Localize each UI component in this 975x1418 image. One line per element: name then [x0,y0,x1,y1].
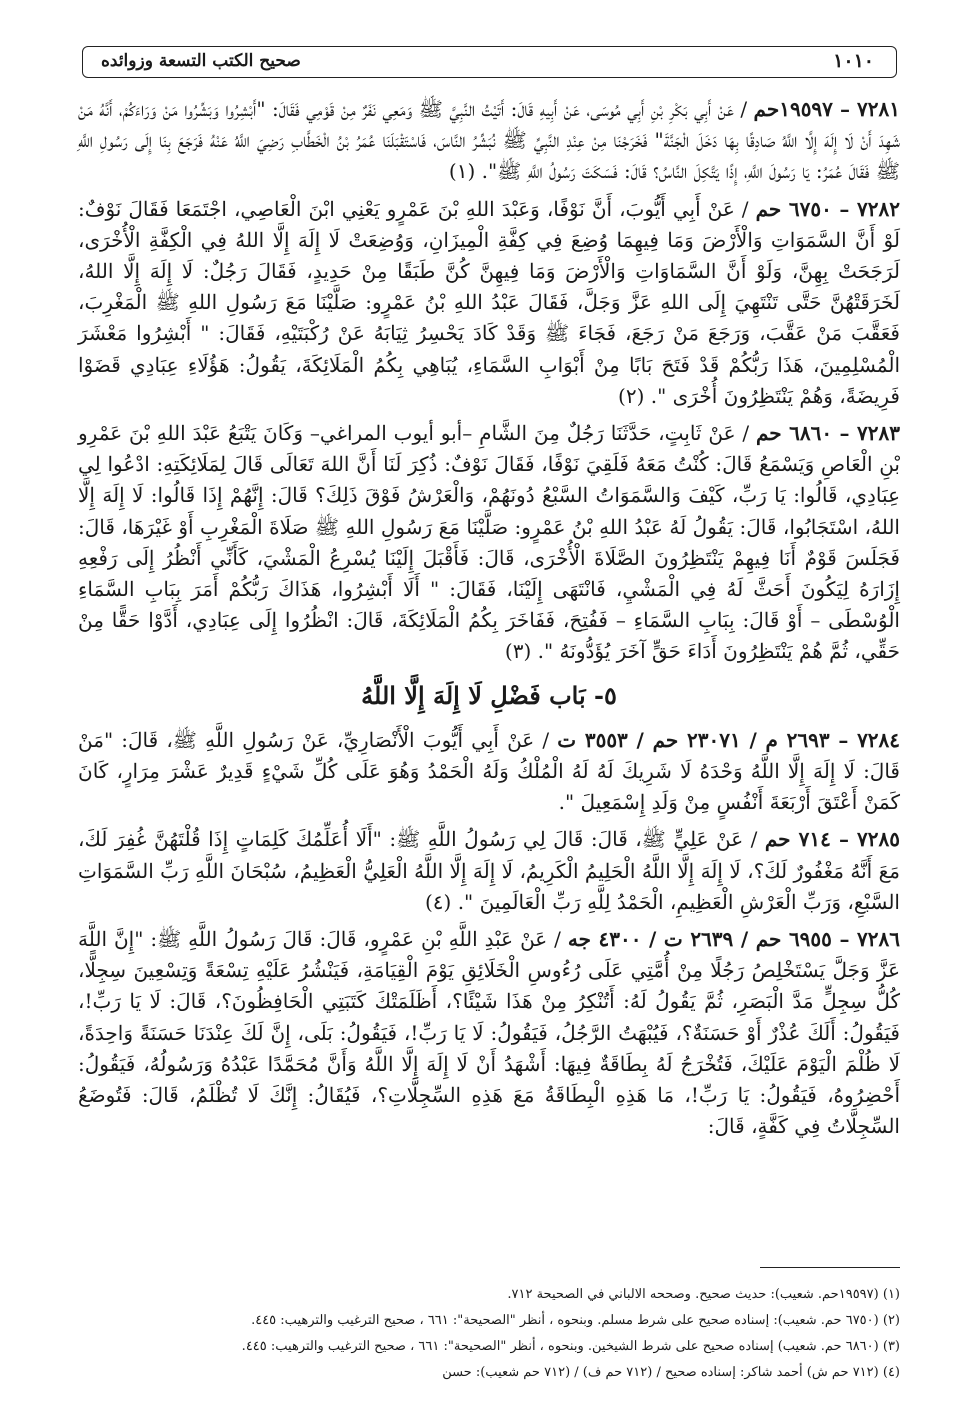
main-text [78,94,900,1149]
hadith-number: ٧٢٨٥ [857,827,901,852]
hadith-number: ٧٢٨٣ [857,421,900,446]
book-title: صحيح الكتب التسعة وزوائده [101,51,301,71]
hadith-entry: ٧٢٨٥ – ٧١٤ حم / عَنْ عَلِيٍّ ﷺ، قَالَ: قَالَ لِي رَسُولُ اللَّهِ ﷺ: "أَلَا أُعَلِّمُكَ كَلِمَاتٍ إِذَا قُلْتَهُنَّ غُفِرَ لَكَ، مَعَ أَنَّهُ مَغْفُورٌ لَكَ؟، لَا إِلَهَ إِلَّا اللَّهُ الْحَلِيمُ الْكَرِيمُ، لَا إِلَهَ إِلَّا اللَّهُ الْعَلِيُّ الْعَظِيمُ، سُبْحَانَ اللَّهِ رَبِّ السَّمَوَاتِ السَّبْعِ، وَرَبِّ الْعَرْشِ الْعَظِيمِ، الْحَمْدُ لِلَّهِ رَبِّ الْعَالَمِينَ ". (٤) [78,827,901,914]
hadith-entry: ٧٢٨١ – ١٩٥٩٧حم / عَنْ أَبِي بَكْرِ بْنِ أَبِي مُوسَى، عَنْ أَبِيهِ قَالَ: أَتَيْتُ النَّبِيَّ ﷺ وَمَعِي نَفَرٌ مِنْ قَوْمِي فَقَالَ: "أَبْشِرُوا وَبَشِّرُوا مَنْ وَرَاءَكُمْ، أَنَّهُ مَنْ شَهِدَ أَنْ لَا إِلَهَ إِلَّا اللَّهُ صَادِقًا بِهَا دَخَلَ الْجَنَّةَ" فَخَرَجْنَا مِنْ عِنْدِ النَّبِيِّ ﷺ نُبَشِّرُ النَّاسَ، فَاسْتَقْبَلَنَا عُمَرُ بْنُ الْخَطَّابِ رَضِيَ اللَّهُ عَنْهُ فَرَجَعَ بِنَا إِلَى رَسُولِ اللَّهِ ﷺ فَقَالَ عُمَرُ: يَا رَسُولَ اللَّهِ، إِذًا يَتَّكِلَ النَّاسُ؟ قَالَ: فَسَكَتَ رَسُولُ اللَّهِ ﷺ". (١) [78,97,900,184]
hadith-entry: ٧٢٨٤ – ٢٦٩٣ م / ٢٣٠٧١ حم / ٣٥٥٣ ت / عَنْ أَبِي أَيُّوبَ الْأَنْصَارِيِّ، عَنْ رَسُولِ اللَّهِ ﷺ، قَالَ: "مَنْ قَالَ: لَا إِلَهَ إِلَّا اللَّهُ وَحْدَهُ لَا شَرِيكَ لَهُ لَهُ الْمُلْكُ وَلَهُ الْحَمْدُ وَهُوَ عَلَى كُلِّ شَيْءٍ قَدِيرٌ عَشْرَ مِرَارٍ، كَانَ كَمَنْ أَعْتَقَ أَرْبَعَةَ أَنْفُسٍ مِنْ وَلَدِ إِسْمَعِيلَ ". [78,727,901,815]
footnote: (١) (١٩٥٩٧حم. شعيب): حديث صحيح. وصححه الالباني في الصحيحة ٧١٢. [507,1287,900,1302]
hadith-text: / عَنْ عَلِيٍّ ﷺ، قَالَ: قَالَ لِي رَسُولُ اللَّهِ ﷺ: "أَلَا أُعَلِّمُكَ كَلِمَاتٍ إِذَا قُلْتَهُنَّ غُفِرَ لَكَ، مَعَ أَنَّهُ مَغْفُورٌ لَكَ؟، لَا إِلَهَ إِلَّا اللَّهُ الْحَلِيمُ الْكَرِيمُ، لَا إِلَهَ إِلَّا اللَّهُ الْعَلِيُّ الْعَظِيمُ، سُبْحَانَ اللَّهِ رَبِّ السَّمَوَاتِ السَّبْعِ، وَرَبِّ الْعَرْشِ الْعَظِيمِ، الْحَمْدُ لِلَّهِ رَبِّ الْعَالَمِينَ ". (٤) [78,827,900,914]
hadith-text: / عَنْ أَبِي بَكْرِ بْنِ أَبِي مُوسَى، عَنْ أَبِيهِ قَالَ: أَتَيْتُ النَّبِيَّ ﷺ وَمَعِي نَفَرٌ مِنْ قَوْمِي فَقَالَ: "أَبْشِرُوا وَبَشِّرُوا مَنْ وَرَاءَكُمْ، أَنَّهُ مَنْ شَهِدَ أَنْ لَا إِلَهَ إِلَّا اللَّهُ صَادِقًا بِهَا دَخَلَ الْجَنَّةَ" فَخَرَجْنَا مِنْ عِنْدِ النَّبِيِّ ﷺ نُبَشِّرُ النَّاسَ، فَاسْتَقْبَلَنَا عُمَرُ بْنُ الْخَطَّابِ رَضِيَ اللَّهُ عَنْهُ فَرَجَعَ بِنَا إِلَى رَسُولِ اللَّهِ ﷺ فَقَالَ عُمَرُ: يَا رَسُولَ اللَّهِ، إِذًا يَتَّكِلَ النَّاسُ؟ قَالَ: فَسَكَتَ رَسُولُ اللَّهِ ﷺ". (١) [78,97,900,184]
footnotes [80,1282,900,1386]
hadith-text: / عَنْ أَبِي أَيُّوبَ، أَنَّ نَوْفًا، وَعَبْدَ اللهِ بْنَ عَمْرٍو يَعْنِي ابْنَ الْعَاصِي، اجْتَمَعَا فَقَالَ نَوْفٌ: لَوْ أَنَّ السَّمَوَاتِ وَالْأَرْضَ وَمَا فِيهِمَا وُضِعَ فِي كِفَّةِ الْمِيزَانِ، وَوُضِعَتْ لَا إِلَهَ إِلَّا اللهُ فِي الْكِفَّةِ الْأُخْرَى، لَرَجَحَتْ بِهِنَّ، وَلَوْ أَنَّ السَّمَاوَاتِ وَالْأَرْضَ وَمَا فِيهِنَّ كُنَّ طَبَقًا مِنْ حَدِيدٍ، فَقَالَ رَجُلٌ: لَا إِلَهَ إِلَّا اللهُ، لَخَرَقَتْهُنَّ حَتَّى تَنْتَهِيَ إِلَى اللهِ عَزَّ وَجَلَّ، فَقَالَ عَبْدُ اللهِ بْنُ عَمْرٍو: صَلَّيْنَا مَعَ رَسُولِ اللهِ ﷺ الْمَغْرِبَ، فَعَقَّبَ مَنْ عَقَّبَ، وَرَجَعَ مَنْ رَجَعَ، فَجَاءَ ﷺ وَقَدْ كَادَ يَحْسِرُ ثِيَابَهُ عَنْ رُكْبَتَيْهِ، فَقَالَ: " أَبْشِرُوا مَعْشَرَ الْمُسْلِمِينَ، هَذَا رَبُّكُمْ قَدْ فَتَحَ بَابًا مِنْ أَبْوَابِ السَّمَاءِ، يُبَاهِي بِكُمُ الْمَلَائِكَةَ، يَقُولُ: هَؤُلَاءِ عِبَادِي قَضَوْا فَرِيضَةً، وَهُمْ يَنْتَظِرُونَ أُخْرَى ". (٢) [78,196,900,408]
hadith-source: ٢٦٩٣ م / ٢٣٠٧١ حم / ٣٥٥٣ ت [557,727,830,752]
footnote: (٢) (٦٧٥٠ حم. شعيب): إسناده صحيح على شرط مسلم. وبنحوه ، أنظر "الصحيحة": ٦٦١ ، صحيح الترغيب والترهيب: ٤٤٥. [251,1313,900,1328]
hadith-source: ٧١٤ حم [764,827,831,852]
hadith-number: ٧٢٨٤ [857,727,901,752]
hadith-number: ٧٢٨١ [857,97,900,121]
hadith-entry: ٧٢٨٢ – ٦٧٥٠ حم / عَنْ أَبِي أَيُّوبَ، أَنَّ نَوْفًا، وَعَبْدَ اللهِ بْنَ عَمْرٍو يَعْنِي ابْنَ الْعَاصِي، اجْتَمَعَا فَقَالَ نَوْفٌ: لَوْ أَنَّ السَّمَوَاتِ وَالْأَرْضَ وَمَا فِيهِمَا وُضِعَ فِي كِفَّةِ الْمِيزَانِ، وَوُضِعَتْ لَا إِلَهَ إِلَّا اللهُ فِي الْكِفَّةِ الْأُخْرَى، لَرَجَحَتْ بِهِنَّ، وَلَوْ أَنَّ السَّمَاوَاتِ وَالْأَرْضَ وَمَا فِيهِنَّ كُنَّ طَبَقًا مِنْ حَدِيدٍ، فَقَالَ رَجُلٌ: لَا إِلَهَ إِلَّا اللهُ، لَخَرَقَتْهُنَّ حَتَّى تَنْتَهِيَ إِلَى اللهِ عَزَّ وَجَلَّ، فَقَالَ عَبْدُ اللهِ بْنُ عَمْرٍو: صَلَّيْنَا مَعَ رَسُولِ اللهِ ﷺ الْمَغْرِبَ، فَعَقَّبَ مَنْ عَقَّبَ، وَرَجَعَ مَنْ رَجَعَ، فَجَاءَ ﷺ وَقَدْ كَادَ يَحْسِرُ ثِيَابَهُ عَنْ رُكْبَتَيْهِ، فَقَالَ: " أَبْشِرُوا مَعْشَرَ الْمُسْلِمِينَ، هَذَا رَبُّكُمْ قَدْ فَتَحَ بَابًا مِنْ أَبْوَابِ السَّمَاءِ، يُبَاهِي بِكُمُ الْمَلَائِكَةَ، يَقُولُ: هَؤُلَاءِ عِبَادِي قَضَوْا فَرِيضَةً، وَهُمْ يَنْتَظِرُونَ أُخْرَى ". (٢) [78,196,901,408]
hadith-entry: ٧٢٨٣ – ٦٨٦٠ حم / عَنْ ثَابِتٍ، حَدَّثَنَا رَجُلٌ مِنَ الشَّامِ –أبو أيوب المراغي– وَكَانَ يَتْبَعُ عَبْدَ اللهِ بْنَ عَمْرِو بْنِ الْعَاصِ وَيَسْمَعُ قَالَ: كُنْتُ مَعَهُ فَلَقِيَ نَوْفًا، فَقَالَ نَوْفٌ: ذُكِرَ لَنَا أَنَّ اللهَ تَعَالَى قَالَ لِمَلَائِكَتِهِ: ادْعُوا لِي عِبَادِي، قَالُوا: يَا رَبِّ، كَيْفَ وَالسَّمَوَاتُ السَّبْعُ دُونَهُمْ، وَالْعَرْشُ فَوْقَ ذَلِكَ؟ قَالَ: إِنَّهُمْ إِذَا قَالُوا: لَا إِلَهَ إِلَّا اللهُ، اسْتَجَابُوا، قَالَ: يَقُولُ لَهُ عَبْدُ اللهِ بْنُ عَمْرٍو: صَلَّيْنَا مَعَ رَسُولِ اللهِ ﷺ صَلَاةَ الْمَغْرِبِ أَوْ غَيْرَهَا، قَالَ: فَجَلَسَ قَوْمٌ أَنَا فِيهِمْ يَنْتَظِرُونَ الصَّلَاةَ الْأُخْرَى، قَالَ: فَأَقْبَلَ إِلَيْنَا يُسْرِعُ الْمَشْيَ، كَأَنِّي أَنْظُرُ إِلَى رَفْعِهِ إِزَارَهُ لِيَكُونَ أَحَثَّ لَهُ فِي الْمَشْيِ، فَانْتَهَى إِلَيْنَا، فَقَالَ: " أَلَا أَبْشِرُوا، هَذَاكَ رَبُّكُمْ أَمَرَ بِبَابِ السَّمَاءِ الْوُسْطَى – أَوْ قَالَ: بِبَابِ السَّمَاءِ – فَفُتِحَ، فَفَاخَرَ بِكُمُ الْمَلَائِكَةَ، قَالَ: انْظُرُوا إِلَى عِبَادِي، أَدَّوْا حَقًّا مِنْ حَقِّي، ثُمَّ هُمْ يَنْتَظِرُونَ أَدَاءَ حَقٍّ آخَرَ يُؤَدُّونَهُ ". (٣) [78,421,900,664]
hadith-text: / عَنْ عَبْدِ اللَّهِ بْنِ عَمْرٍو، قَالَ: قَالَ رَسُولُ اللَّهِ ﷺ: "إِنَّ اللَّهَ عَزَّ وَجَلَّ يَسْتَخْلِصُ رَجُلًا مِنْ أُمَّتِي عَلَى رُءُوسِ الْخَلَائِقِ يَوْمَ الْقِيَامَةِ، فَيَنْشُرُ عَلَيْهِ تِسْعَةً وَتِسْعِينَ سِجِلًّا، كُلُّ سِجِلٍّ مَدَّ الْبَصَرِ، ثُمَّ يَقُولُ لَهُ: أَتُنْكِرُ مِنْ هَذَا شَيْئًا؟، أَظَلَمَتْكَ كَتَبَتِي الْحَافِظُونَ؟، قَالَ: لَا يَا رَبِّ!، فَيَقُولُ: أَلَكَ عُذْرٌ أَوْ حَسَنَةٌ؟، فَيُبْهَتُ الرَّجُلُ، فَيَقُولُ: لَا يَا رَبِّ!، فَيَقُولُ: بَلَى، إِنَّ لَكَ عِنْدَنَا حَسَنَةً وَاحِدَةً، لَا ظُلْمَ الْيَوْمَ عَلَيْكَ، فَتُخْرَجُ لَهُ بِطَاقَةٌ فِيهَا: أَشْهَدُ أَنْ لَا إِلَهَ إِلَّا اللَّهُ وَأَنَّ مُحَمَّدًا عَبْدُهُ وَرَسُولُهُ، فَيَقُولُ: أَحْضِرُوهُ، فَيَقُولُ: يَا رَبِّ!، مَا هَذِهِ الْبِطَاقَةُ مَعَ هَذِهِ السِّجِلَّاتِ؟، فَيُقَالُ: إِنَّكَ لَا تُظْلَمُ، قَالَ: فَتُوضَعُ السِّجِلَّاتُ فِي كَفَّةٍ، قَالَ: [78,927,900,1139]
footnote: (٤) (٧١٢ حم ش) أحمد شاكر: إسناده صحيح / (٧١٢ حم ف) / (٧١٢ حم شعيب): حسن [442,1365,900,1380]
hadith-source: ٦٧٥٠ حم [755,196,832,221]
page-number: ١٠١٠ [833,50,874,72]
hadith-entry: ٧٢٨٦ – ٦٩٥٥ حم / ٢٦٣٩ ت / ٤٣٠٠ جه / عَنْ عَبْدِ اللَّهِ بْنِ عَمْرٍو، قَالَ: قَالَ رَسُولُ اللَّهِ ﷺ: "إِنَّ اللَّهَ عَزَّ وَجَلَّ يَسْتَخْلِصُ رَجُلًا مِنْ أُمَّتِي عَلَى رُءُوسِ الْخَلَائِقِ يَوْمَ الْقِيَامَةِ، فَيَنْشُرُ عَلَيْهِ تِسْعَةً وَتِسْعِينَ سِجِلًّا، كُلُّ سِجِلٍّ مَدَّ الْبَصَرِ، ثُمَّ يَقُولُ لَهُ: أَتُنْكِرُ مِنْ هَذَا شَيْئًا؟، أَظَلَمَتْكَ كَتَبَتِي الْحَافِظُونَ؟، قَالَ: لَا يَا رَبِّ!، فَيَقُولُ: أَلَكَ عُذْرٌ أَوْ حَسَنَةٌ؟، فَيُبْهَتُ الرَّجُلُ، فَيَقُولُ: لَا يَا رَبِّ!، فَيَقُولُ: بَلَى، إِنَّ لَكَ عِنْدَنَا حَسَنَةً وَاحِدَةً، لَا ظُلْمَ الْيَوْمَ عَلَيْكَ، فَتُخْرَجُ لَهُ بِطَاقَةٌ فِيهَا: أَشْهَدُ أَنْ لَا إِلَهَ إِلَّا اللَّهُ وَأَنَّ مُحَمَّدًا عَبْدُهُ وَرَسُولُهُ، فَيَقُولُ: أَحْضِرُوهُ، فَيَقُولُ: يَا رَبِّ!، مَا هَذِهِ الْبِطَاقَةُ مَعَ هَذِهِ السِّجِلَّاتِ؟، فَيُقَالُ: إِنَّكَ لَا تُظْلَمُ، قَالَ: فَتُوضَعُ السِّجِلَّاتُ فِي كَفَّةٍ، قَالَ: [78,927,900,1139]
chapter-heading: ٥- بَاب فَضْلِ لَا إِلَهَ إِلَّا اللَّهُ [361,680,617,710]
hadith-text: / عَنْ أَبِي أَيُّوبَ الْأَنْصَارِيِّ، عَنْ رَسُولِ اللَّهِ ﷺ، قَالَ: "مَنْ قَالَ: لَا إِلَهَ إِلَّا اللَّهُ وَحْدَهُ لَا شَرِيكَ لَهُ لَهُ الْمُلْكُ وَلَهُ الْحَمْدُ وَهُوَ عَلَى كُلِّ شَيْءٍ قَدِيرٌ عَشْرَ مِرَارٍ، كَانَ كَمَنْ أَعْتَقَ أَرْبَعَةَ أَنْفُسٍ مِنْ وَلَدِ إِسْمَعِيلَ ". [78,727,900,815]
hadith-text: / عَنْ ثَابِتٍ، حَدَّثَنَا رَجُلٌ مِنَ الشَّامِ –أبو أيوب المراغي– وَكَانَ يَتْبَعُ عَبْدَ اللهِ بْنَ عَمْرِو بْنِ الْعَاصِ وَيَسْمَعُ قَالَ: كُنْتُ مَعَهُ فَلَقِيَ نَوْفًا، فَقَالَ نَوْفٌ: ذُكِرَ لَنَا أَنَّ اللهَ تَعَالَى قَالَ لِمَلَائِكَتِهِ: ادْعُوا لِي عِبَادِي، قَالُوا: يَا رَبِّ، كَيْفَ وَالسَّمَوَاتُ السَّبْعُ دُونَهُمْ، وَالْعَرْشُ فَوْقَ ذَلِكَ؟ قَالَ: إِنَّهُمْ إِذَا قَالُوا: لَا إِلَهَ إِلَّا اللهُ، اسْتَجَابُوا، قَالَ: يَقُولُ لَهُ عَبْدُ اللهِ بْنُ عَمْرٍو: صَلَّيْنَا مَعَ رَسُولِ اللهِ ﷺ صَلَاةَ الْمَغْرِبِ أَوْ غَيْرَهَا، قَالَ: فَجَلَسَ قَوْمٌ أَنَا فِيهِمْ يَنْتَظِرُونَ الصَّلَاةَ الْأُخْرَى، قَالَ: فَأَقْبَلَ إِلَيْنَا يُسْرِعُ الْمَشْيَ، كَأَنِّي أَنْظُرُ إِلَى رَفْعِهِ إِزَارَهُ لِيَكُونَ أَحَثَّ لَهُ فِي الْمَشْيِ، فَانْتَهَى إِلَيْنَا، فَقَالَ: " أَلَا أَبْشِرُوا، هَذَاكَ رَبُّكُمْ أَمَرَ بِبَابِ السَّمَاءِ الْوُسْطَى – أَوْ قَالَ: بِبَابِ السَّمَاءِ – فَفُتِحَ، فَفَاخَرَ بِكُمُ الْمَلَائِكَةَ، قَالَ: انْظُرُوا إِلَى عِبَادِي، أَدَّوْا حَقًّا مِنْ حَقِّي، ثُمَّ هُمْ يَنْتَظِرُونَ أَدَاءَ حَقٍّ آخَرَ يُؤَدُّونَهُ ". (٣) [78,421,900,664]
hadith-number: ٧٢٨٢ [857,196,901,221]
hadith-source: ١٩٥٩٧حم [753,97,833,121]
hadith-source: ٦٨٦٠ حم [755,421,833,446]
footnote-divider [760,1267,900,1268]
hadith-source: ٦٩٥٥ حم / ٢٦٣٩ ت / ٤٣٠٠ جه [567,927,832,952]
hadith-number: ٧٢٨٦ [857,927,900,952]
running-header [82,46,897,78]
footnote: (٣) (٦٨٦٠ حم. شعيب) إسناده صحيح على شرط الشيخين. وبنحوه ، أنظر "الصحيحة": ٦٦١ ، صحيح الترغيب والترهيب: ٤٤٥. [241,1339,900,1354]
